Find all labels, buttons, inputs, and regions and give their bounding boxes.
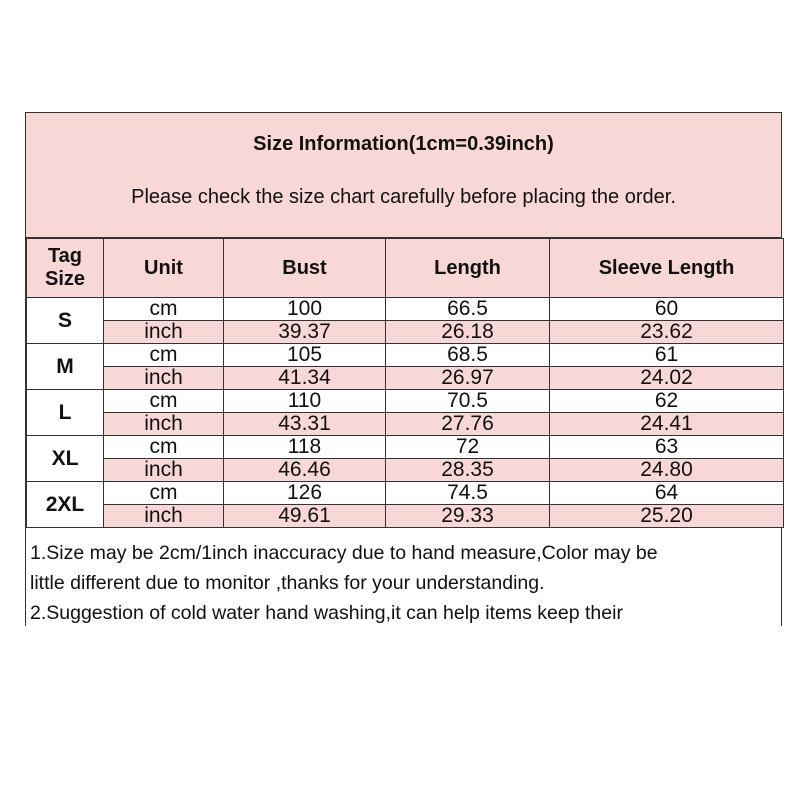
unit-cell: inch bbox=[104, 505, 224, 528]
size-chart bbox=[25, 112, 782, 626]
unit-cell: inch bbox=[104, 413, 224, 436]
sleeve-length-cell: 60 bbox=[550, 298, 784, 321]
table-row bbox=[27, 321, 784, 344]
column-header-bust: Bust bbox=[224, 239, 386, 298]
sleeve-length-cell: 23.62 bbox=[550, 321, 784, 344]
table-row bbox=[27, 436, 784, 459]
column-header-sleeve-length: Sleeve Length bbox=[550, 239, 784, 298]
sleeve-length-cell: 24.80 bbox=[550, 459, 784, 482]
sleeve-length-cell: 61 bbox=[550, 344, 784, 367]
length-cell: 72 bbox=[386, 436, 550, 459]
size-tag-cell: M bbox=[27, 344, 104, 390]
length-cell: 29.33 bbox=[386, 505, 550, 528]
note-line-2: little different due to monitor ,thanks for your understanding. bbox=[30, 572, 545, 594]
bust-cell: 41.34 bbox=[224, 367, 386, 390]
unit-cell: inch bbox=[104, 459, 224, 482]
bust-cell: 49.61 bbox=[224, 505, 386, 528]
note-line-3: 2.Suggestion of cold water hand washing,it can help items keep their bbox=[30, 602, 623, 624]
table-row bbox=[27, 344, 784, 367]
table-row bbox=[27, 505, 784, 528]
chart-subtitle: Please check the size chart carefully before placing the order. bbox=[131, 186, 676, 208]
table-row bbox=[27, 390, 784, 413]
length-cell: 66.5 bbox=[386, 298, 550, 321]
unit-cell: cm bbox=[104, 298, 224, 321]
unit-cell: cm bbox=[104, 436, 224, 459]
chart-title: Size Information(1cm=0.39inch) bbox=[253, 133, 554, 155]
bust-cell: 126 bbox=[224, 482, 386, 505]
unit-cell: cm bbox=[104, 482, 224, 505]
unit-cell: cm bbox=[104, 390, 224, 413]
notes-section bbox=[26, 534, 781, 626]
bust-cell: 46.46 bbox=[224, 459, 386, 482]
bust-cell: 110 bbox=[224, 390, 386, 413]
table-row bbox=[27, 482, 784, 505]
length-cell: 70.5 bbox=[386, 390, 550, 413]
length-cell: 26.18 bbox=[386, 321, 550, 344]
bust-cell: 100 bbox=[224, 298, 386, 321]
length-cell: 74.5 bbox=[386, 482, 550, 505]
size-tag-cell: XL bbox=[27, 436, 104, 482]
length-cell: 68.5 bbox=[386, 344, 550, 367]
sleeve-length-cell: 64 bbox=[550, 482, 784, 505]
table-body bbox=[27, 298, 784, 528]
note-line-1: 1.Size may be 2cm/1inch inaccuracy due to hand measure,Color may be bbox=[30, 542, 658, 564]
table-row bbox=[27, 298, 784, 321]
size-table bbox=[26, 238, 784, 528]
sleeve-length-cell: 24.02 bbox=[550, 367, 784, 390]
size-tag-cell: S bbox=[27, 298, 104, 344]
length-cell: 27.76 bbox=[386, 413, 550, 436]
size-tag-cell: 2XL bbox=[27, 482, 104, 528]
bust-cell: 39.37 bbox=[224, 321, 386, 344]
bust-cell: 43.31 bbox=[224, 413, 386, 436]
sleeve-length-cell: 25.20 bbox=[550, 505, 784, 528]
bust-cell: 105 bbox=[224, 344, 386, 367]
table-row bbox=[27, 459, 784, 482]
unit-cell: inch bbox=[104, 321, 224, 344]
sleeve-length-cell: 62 bbox=[550, 390, 784, 413]
column-header-length: Length bbox=[386, 239, 550, 298]
length-cell: 26.97 bbox=[386, 367, 550, 390]
size-tag-cell: L bbox=[27, 390, 104, 436]
unit-cell: cm bbox=[104, 344, 224, 367]
column-header-tag-size: Tag Size bbox=[27, 239, 104, 298]
sleeve-length-cell: 24.41 bbox=[550, 413, 784, 436]
column-header-unit: Unit bbox=[104, 239, 224, 298]
table-row bbox=[27, 367, 784, 390]
chart-header bbox=[26, 113, 781, 238]
length-cell: 28.35 bbox=[386, 459, 550, 482]
table-header-row bbox=[27, 239, 784, 298]
sleeve-length-cell: 63 bbox=[550, 436, 784, 459]
table-row bbox=[27, 413, 784, 436]
bust-cell: 118 bbox=[224, 436, 386, 459]
unit-cell: inch bbox=[104, 367, 224, 390]
